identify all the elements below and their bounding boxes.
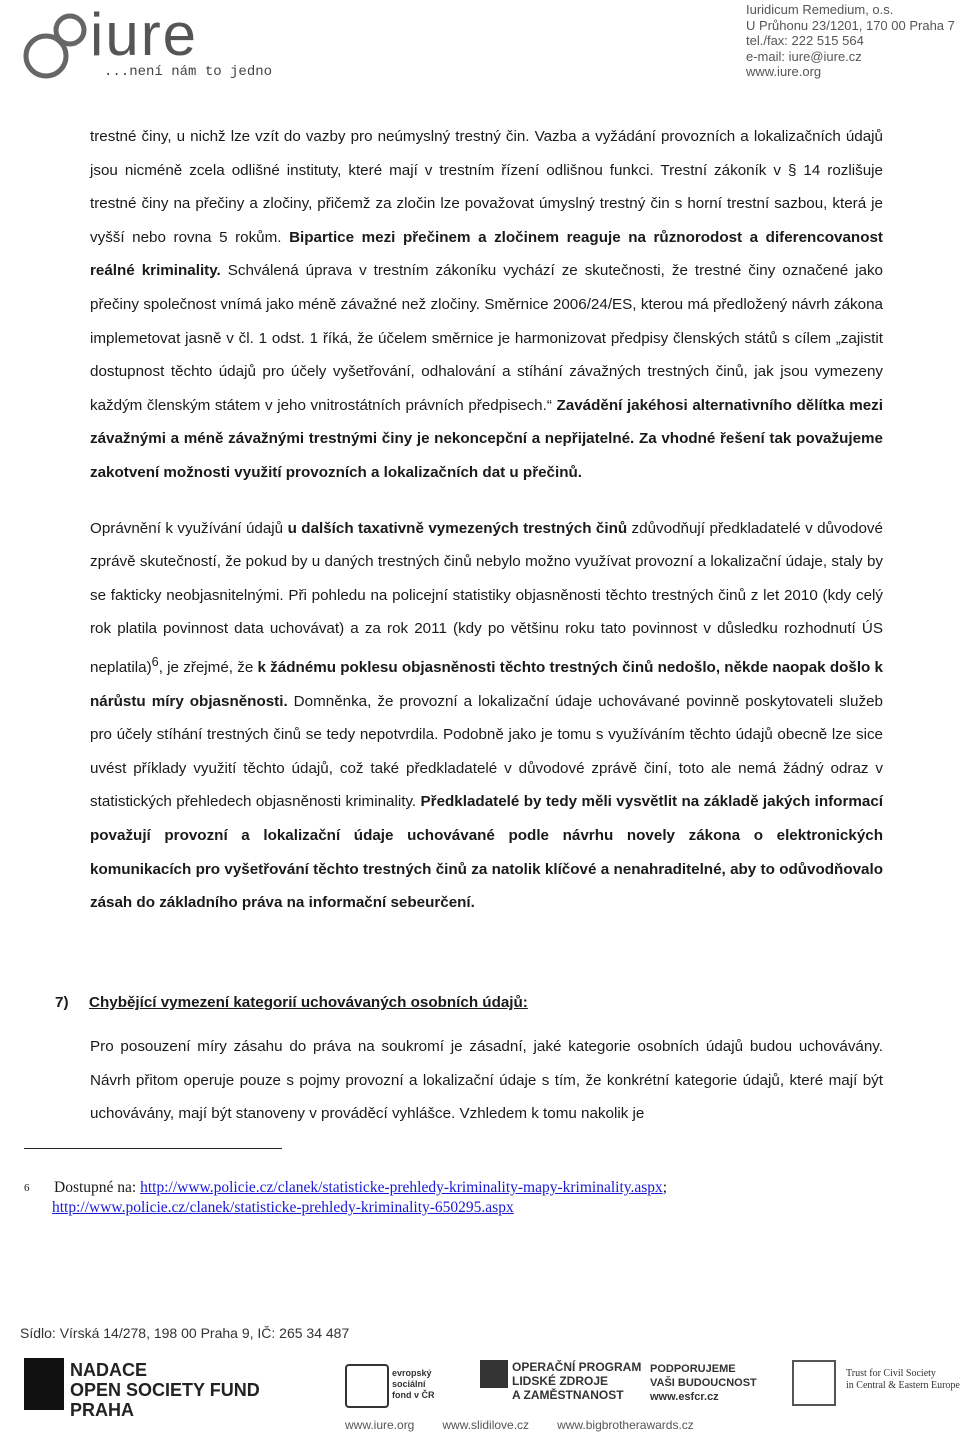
footnote-divider <box>24 1148 282 1149</box>
sponsor-footer <box>0 1350 960 1440</box>
footnote-ref: 6 <box>151 654 159 669</box>
text: trestné činy, u nichž lze vzít do vazby pro neúmyslný trestný čin. Vazba a vyžádání provozních a lokalizačních údajů jsou nicméně zcela odlišné instituty, které mají v trestním řízení odlišnou funkci. Trestní zákoník v § 14 rozlišuje trestné činy na přečiny a zločiny, přičemž za zločin lze považovat úmyslný trestný čin s horní trestní sazbou, která je vyšší nebo rovna 5 rokům. <box>90 128 883 246</box>
text: Schválená úprava v trestním zákoníku vychází ze skutečnosti, že trestné činy označené jako přečiny společnost vnímá jako méně závažné než zločiny. Směrnice 2006/24/ES, kterou má předložený návrh zákona implemetovat jasně v čl. 1 odst. 1 říká, že účelem směrnice je harmonizovat předpisy členských států s cílem „zajistit dostupnost těchto údajů pro účely vyšetřování, odhalování a stíhání závažných trestných činů, jak jsou vymezeny každým členským státem v jeho vnitrostátních právních předpisech.“ <box>90 262 883 414</box>
section-number: 7) <box>55 994 69 1011</box>
separator: ; <box>662 1179 668 1196</box>
logo-word: iure <box>90 1 199 68</box>
esf-line: www.esfcr.cz <box>650 1391 719 1403</box>
org-name: Iuridicum Remedium, o.s. <box>746 2 894 17</box>
esf-line: PODPORUJEME <box>650 1363 736 1375</box>
bold-text: u dalších taxativně vymezených trestných činů <box>287 519 628 537</box>
eu-line: evropský <box>392 1368 432 1378</box>
bold-text: Bipartice mezi přečinem a zločinem reaguje na různorodost a diferencovanost reálné kriminality. <box>90 228 883 280</box>
text: Domněnka, že provozní a lokalizační údaje uchovávané povinně poskytovateli služeb pro účely stíhání trestných činů se tedy nepotvrdila. Podobně jako je tomu s využíváním těchto údajů obecně lze sice uvést příklady využití těchto údajů, což také předkladatelé v důvodové zprávě činí, toto ale nemá žádný odraz v statistických přehledech objasněnosti kriminality. <box>90 692 883 811</box>
footer-url: www.iure.org <box>345 1418 415 1432</box>
footer-address: Sídlo: Vírská 14/278, 198 00 Praha 9, IČ: 265 34 487 <box>20 1325 350 1341</box>
logo-tagline: ...není nám to jedno <box>104 64 273 80</box>
op-logo-text <box>512 1360 641 1402</box>
org-address: U Průhonu 23/1201, 170 00 Praha 7 <box>746 17 955 33</box>
eu-logo-text <box>392 1368 435 1401</box>
section-7-text: Pro posouzení míry zásahu do práva na soukromí je zásadní, jaké kategorie osobních údajů budou uchovávány. Návrh přitom operuje pouze s pojmy provozní a lokalizační údaje s tím, že konkrétní kategorie údajů, které mají být uchovávány, mají být stanoveny v prováděcí vyhlášce. Vzhledem k tomu nakolik je <box>90 1038 883 1123</box>
eu-flag-icon <box>345 1364 389 1408</box>
footer-url: www.slidilove.cz <box>442 1418 530 1432</box>
op-line: LIDSKÉ ZDROJE <box>512 1374 609 1388</box>
op-line: A ZAMĚSTNANOST <box>512 1388 624 1402</box>
contact-block <box>746 2 955 80</box>
op-logo-icon <box>480 1360 508 1388</box>
esf-line: VAŠI BUDOUCNOST <box>650 1377 757 1389</box>
eu-line: sociální <box>392 1379 426 1389</box>
footer-urls <box>345 1418 905 1432</box>
osf-logo-text <box>70 1360 260 1420</box>
text: Oprávnění k využívání údajů <box>90 519 288 537</box>
op-line: OPERAČNÍ PROGRAM <box>512 1360 642 1374</box>
bold-text: k žádnému poklesu objasněnosti těchto trestných činů nedošlo, někde naopak došlo k nárůstu míry objasněnosti. <box>90 658 884 710</box>
trust-logo-text <box>846 1368 960 1392</box>
section-title: Chybějící vymezení kategorií uchovávaných osobních údajů: <box>89 994 528 1011</box>
bold-text: Předkladatelé by tedy měli vysvětlit na základě jakých informací považují provozní a lokalizační údaje uchovávané podle návrhu novely zákona o elektronických komunikacích pro vyšetřování těchto trestných činů za natolik klíčové a nenahraditelné, aby to odůvodňovalo zásah do základního práva na informační sebeurčení. <box>90 793 883 912</box>
org-email: e-mail: iure@iure.cz <box>746 48 862 64</box>
trust-line: in Central & Eastern Europe <box>846 1380 960 1391</box>
text: zdůvodňují předkladatelé v důvodové zprávě skutečností, že pokud by u daných trestných činů nebylo možno využívat provozní a lokalizační údaje, staly by se fakticky neobjasnitelnými. Při pohledu na policejní statistiky objasněnosti těchto trestných činů z let 2010 (kdy celý rok platila povinnost data uchovávat) a za rok 2011 (kdy po většinu roku tato povinnost v důsledku rozhodnutí ÚS neplatila) <box>90 519 883 676</box>
footer-url: www.bigbrotherawards.cz <box>557 1418 694 1432</box>
trust-logo-icon <box>792 1360 836 1406</box>
footnote-link-2[interactable]: http://www.policie.cz/clanek/statisticke-prehledy-kriminality-650295.aspx <box>52 1199 514 1216</box>
footnote-number: 6 <box>24 1182 30 1194</box>
bold-text: Zavádění jakéhosi alternativního dělítka mezi závažnými a méně závažnými trestnými činy je nekoncepční a nepřijatelné. Za vhodné řešení tak považujeme zakotvení možnosti využití provozních a lokalizačních dat u přečinů. <box>90 396 883 481</box>
body-text <box>90 120 883 920</box>
esf-logo-text <box>650 1362 757 1404</box>
footnote <box>24 1178 904 1218</box>
paragraph-2 <box>90 512 883 920</box>
osf-line: NADACE <box>70 1360 148 1380</box>
osf-line: PRAHA <box>70 1400 135 1420</box>
text: , je zřejmé, že <box>158 658 258 676</box>
osf-logo-icon <box>24 1358 64 1410</box>
letterhead <box>0 0 960 90</box>
paragraph-1 <box>90 120 883 490</box>
osf-line: OPEN SOCIETY FUND <box>70 1380 260 1400</box>
org-phone: tel./fax: 222 515 564 <box>746 33 864 48</box>
eu-line: fond v ČR <box>392 1390 435 1400</box>
rings-logo-icon <box>20 6 100 86</box>
footnote-prefix: Dostupné na: <box>54 1179 141 1196</box>
iure-logo <box>20 1 280 86</box>
footnote-link-1[interactable]: http://www.policie.cz/clanek/statisticke-prehledy-kriminality-mapy-kriminality.aspx <box>140 1179 663 1196</box>
trust-line: Trust for Civil Society <box>846 1368 936 1379</box>
org-web: www.iure.org <box>746 64 822 79</box>
section-7-heading <box>55 986 528 1020</box>
